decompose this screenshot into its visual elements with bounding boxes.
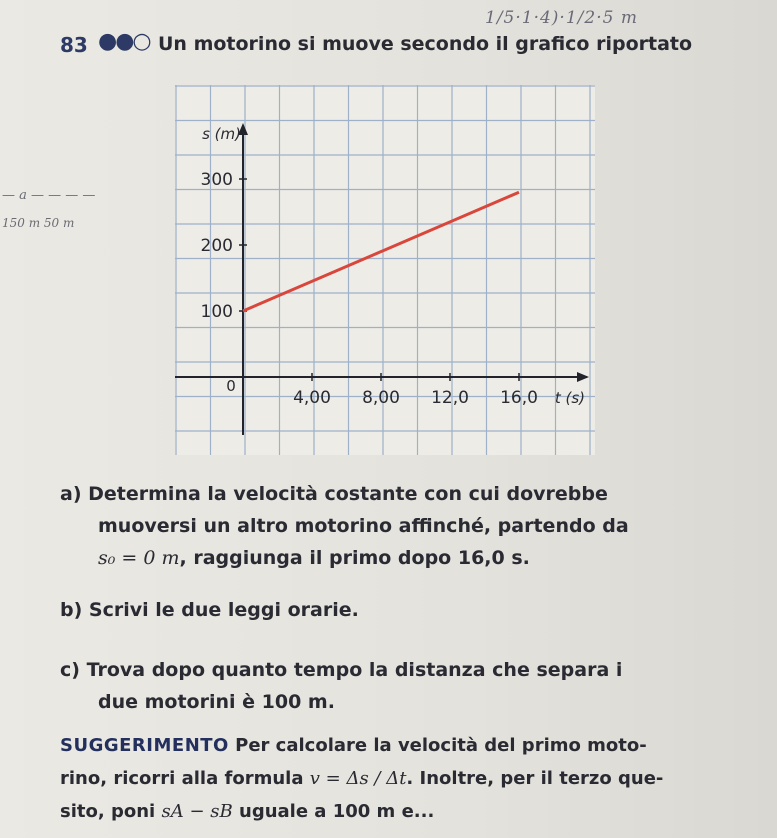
margin-note-1: — a — — — — — [2, 188, 96, 203]
hint-formula: v = Δs / Δt — [309, 768, 407, 789]
question-a-label: a) — [60, 483, 82, 505]
question-a — [60, 478, 760, 574]
hint-text-3: . Inoltre, per il terzo que- — [406, 768, 664, 789]
question-c-line1: Trova dopo quanto tempo la distanza che separa i — [86, 659, 623, 681]
difficulty-dots: ●●○ — [98, 29, 150, 54]
question-a-math: s₀ = 0 m — [98, 547, 180, 569]
y-axis-label: s (m) — [202, 125, 241, 143]
x-axis-label: t (s) — [554, 389, 585, 407]
x-tick-label: 12,0 — [431, 388, 469, 408]
origin-label: 0 — [226, 377, 236, 395]
question-c-line2: due motorini è 100 m. — [98, 691, 335, 713]
question-a-line3: , raggiunga il primo dopo 16,0 s. — [179, 547, 530, 569]
chart-container — [175, 85, 595, 459]
hint-text-2: rino, ricorri alla formula — [60, 768, 304, 789]
question-a-line2: muoversi un altro motorino affinché, partendo da — [98, 515, 629, 537]
question-a-line1: Determina la velocità costante con cui dovrebbe — [88, 483, 608, 505]
hint-title: SUGGERIMENTO — [60, 735, 229, 756]
hint-text-4: sito, poni — [60, 801, 156, 822]
exercise-number: 83 — [60, 33, 88, 57]
question-c-label: c) — [60, 659, 80, 681]
question-b-label: b) — [60, 599, 83, 621]
y-tick-label: 300 — [200, 170, 233, 190]
y-tick-label: 200 — [200, 236, 233, 256]
question-b — [60, 594, 359, 626]
question-b-text: Scrivi le due leggi orarie. — [88, 599, 359, 621]
y-tick-label: 100 — [200, 302, 233, 322]
position-time-chart — [175, 85, 595, 455]
margin-note-2: 150 m 50 m — [2, 216, 75, 230]
hint-box — [60, 729, 770, 828]
x-tick-label: 16,0 — [500, 388, 538, 408]
hint-formula-2: sA − sB — [161, 801, 233, 822]
hint-text-5: uguale a 100 m e... — [239, 801, 435, 822]
hint-text-1: Per calcolare la velocità del primo moto- — [235, 735, 647, 756]
question-c — [60, 654, 760, 718]
exercise-intro: Un motorino si muove secondo il grafico riportato — [158, 33, 693, 55]
handwritten-note: 1/5·1·4)·1/2·5 m — [485, 8, 638, 28]
x-tick-label: 8,00 — [362, 388, 400, 408]
x-tick-label: 4,00 — [293, 388, 331, 408]
